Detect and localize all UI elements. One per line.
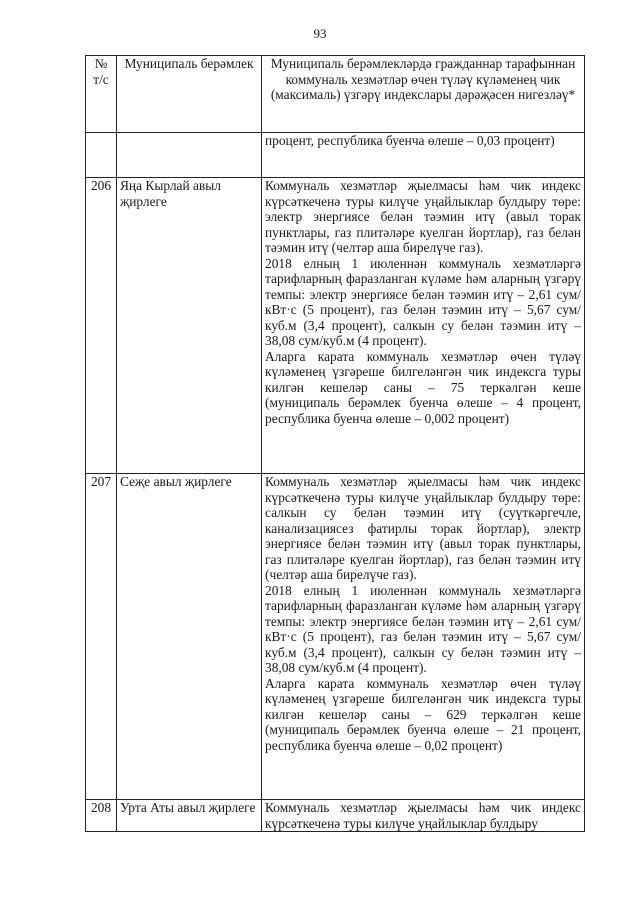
row-number: 208 — [86, 800, 117, 832]
header-description: Муниципаль берәмлекләрдә гражданнар тарафыннан коммуналь хезмәтләр өчен түләү күләменең чик (максималь) үзгәрү индекслары дәрәҗәсен нигезләү* — [262, 56, 585, 133]
table-row-continuation — [86, 133, 585, 178]
page-number: 93 — [313, 26, 327, 41]
continuation-text: процент, республика буенча өлеше – 0,03 процент) — [262, 133, 585, 178]
table-row — [86, 800, 585, 832]
cell-empty — [117, 133, 262, 178]
header-number: № т/с — [86, 56, 117, 133]
row-number: 206 — [86, 178, 117, 474]
municipality-name: Урта Аты авыл җирлеге — [117, 800, 262, 832]
municipality-name: Сеҗе авыл җирлеге — [117, 474, 262, 800]
row-description — [262, 800, 585, 832]
municipality-name: Яңа Кырлай авыл җирлеге — [117, 178, 262, 474]
paragraph-amenities: Коммуналь хезмәтләр җыелмасы һәм чик индекс күрсәткеченә туры килүче уңайлыклар булдыру — [265, 800, 581, 831]
paragraph-amenities: Коммуналь хезмәтләр җыелмасы һәм чик индекс күрсәткеченә туры килүче уңайлыклар булдыру төре: электр энергиясе белән тәэмин итү (авыл торак пунктлары, газ плитәләре куелган йортлар), газ белән тәэмин итү (челтәр аша бирелүче газ). — [265, 178, 581, 255]
row-number: 207 — [86, 474, 117, 800]
paragraph-people-count: Аларга карата коммуналь хезмәтләр өчен түләү күләменең үзгәреше билгеләнгән чик индексга туры килгән кешеләр саны – 75 теркәлгән кеше (муниципаль берәмлек буенча өлеше – 4 процент, республика буенча өлеше – 0,002 процент) — [265, 348, 581, 426]
paragraph-people-count: Аларга карата коммуналь хезмәтләр өчен түләү күләменең үзгәреше билгеләнгән чик индексга туры килгән кешеләр саны – 629 теркәлгән кеше (муниципаль берәмлек буенча өлеше – 21 процент, республика буенча өлеше – 0,02 процент) — [265, 675, 581, 753]
row-description — [262, 178, 585, 474]
cell-empty — [86, 133, 117, 178]
municipal-tariff-table — [85, 55, 585, 832]
paragraph-amenities: Коммуналь хезмәтләр җыелмасы һәм чик индекс күрсәткеченә туры килүче уңайлыклар булдыру төре: салкын су белән тәэмин итү (суүткәргечле, канализациясез фатирлы торак йортлар), электр энергиясе белән тәэмин итү (авыл торак пунктлары, газ плитәләре куелган йортлар), газ белән тәэмин итү (челтәр аша бирелүче газ). — [265, 474, 581, 582]
paragraph-tariffs: 2018 елның 1 июленнән коммуналь хезмәтләргә тарифларның фаразланган күләме һәм аларның үзгәрү темпы: электр энергиясе белән тәэмин итү – 2,61 сум/кВт·с (5 процент), газ белән тәэмин итү – 5,67 сум/куб.м (3,4 процент), салкын су белән тәэмин итү – 38,08 сум/куб.м (4 процент). — [265, 255, 581, 348]
header-municipality: Муниципаль берәмлек — [117, 56, 262, 133]
paragraph-tariffs: 2018 елның 1 июленнән коммуналь хезмәтләргә тарифларның фаразланган күләме һәм аларның үзгәрү темпы: электр энергиясе белән тәэмин итү – 2,61 сум/кВт·с (5 процент), газ белән тәэмин итү – 5,67 сум/куб.м (3,4 процент), салкын су белән тәэмин итү – 38,08 сум/куб.м (4 процент). — [265, 582, 581, 675]
table-row — [86, 474, 585, 800]
table-header-row — [86, 56, 585, 133]
row-description — [262, 474, 585, 800]
table-row — [86, 178, 585, 474]
